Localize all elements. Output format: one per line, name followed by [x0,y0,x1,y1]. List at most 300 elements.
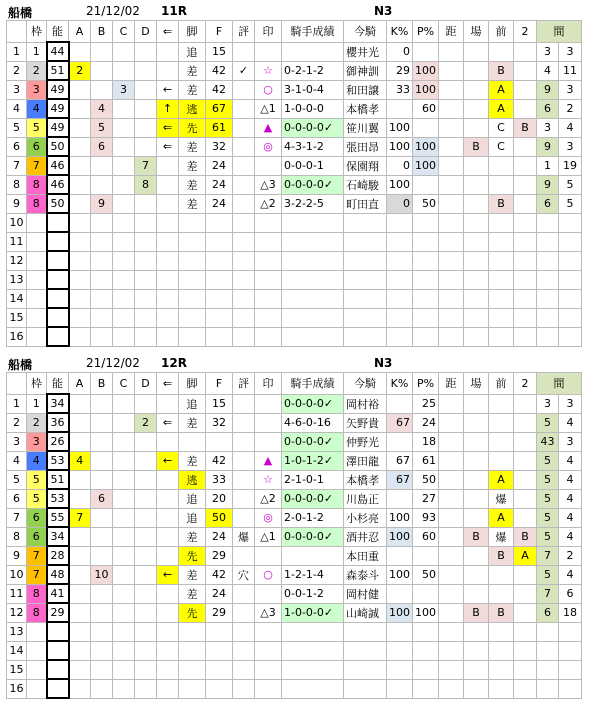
k-percent [387,584,413,603]
empty-cell [282,289,344,308]
empty-cell [113,641,135,660]
jockey-name: 本橋孝 [344,99,387,118]
interval-2: 2 [559,546,582,565]
f-value: 42 [206,451,233,470]
running-style: 差 [179,137,206,156]
empty-cell [344,232,387,251]
column-header: 脚 [179,21,206,43]
header-blank [7,373,27,395]
table-row [7,641,582,660]
arrow-cell [157,489,179,508]
empty-cell [255,660,282,679]
k-percent: 100 [387,508,413,527]
waku-cell: 1 [27,42,47,61]
running-style: 差 [179,451,206,470]
column-header: K% [387,21,413,43]
distance [439,432,464,451]
rating [233,413,255,432]
column-header: P% [413,21,439,43]
col-b [91,470,113,489]
column-header: 評 [233,21,255,43]
empty-cell [69,327,91,346]
column-header: 場 [464,21,489,43]
previous [489,394,514,413]
arrow-cell [157,470,179,489]
ability-cell: 53 [47,451,69,470]
column-header: 評 [233,373,255,395]
empty-cell [413,622,439,641]
table-row [7,660,582,679]
horse-number: 11 [7,232,27,251]
empty-cell [157,289,179,308]
table-row [7,137,582,156]
p-percent [413,546,439,565]
interval-1: 3 [537,42,559,61]
f-value: 29 [206,603,233,622]
empty-cell [282,251,344,270]
distance [439,394,464,413]
empty-cell [113,270,135,289]
column-header: D [135,373,157,395]
race-class: N3 [374,356,393,370]
arrow-cell [157,61,179,80]
arrow-cell [157,394,179,413]
empty-cell [255,232,282,251]
p-percent: 50 [413,194,439,213]
p-percent: 100 [413,603,439,622]
previous: A [489,470,514,489]
jockey-name: 岡村健 [344,584,387,603]
interval-2: 5 [559,194,582,213]
empty-cell [113,289,135,308]
waku-cell: 3 [27,432,47,451]
col-d [135,603,157,622]
horse-number: 5 [7,470,27,489]
waku-cell [27,641,47,660]
running-style: 先 [179,546,206,565]
p-percent [413,118,439,137]
horse-number: 6 [7,137,27,156]
col-d [135,61,157,80]
col-c [113,470,135,489]
empty-cell [387,641,413,660]
table-row [7,432,582,451]
empty-cell [464,641,489,660]
empty-cell [464,213,489,232]
col-a [69,175,91,194]
rating [233,432,255,451]
course [464,118,489,137]
col-d [135,489,157,508]
empty-cell [464,270,489,289]
mark-cell: △2 [255,194,282,213]
empty-cell [387,232,413,251]
empty-cell [157,327,179,346]
distance [439,489,464,508]
mark-cell [255,432,282,451]
empty-cell [514,232,537,251]
horse-number: 11 [7,584,27,603]
table-row [7,289,582,308]
empty-cell [157,622,179,641]
table-row [7,489,582,508]
empty-cell [537,622,559,641]
jockey-name: 御神訓 [344,61,387,80]
empty-cell [489,289,514,308]
table-row [7,413,582,432]
running-style [179,432,206,451]
rating [233,80,255,99]
running-style: 先 [179,603,206,622]
empty-cell [69,232,91,251]
ability-cell: 41 [47,584,69,603]
distance [439,137,464,156]
k-percent: 0 [387,42,413,61]
empty-cell [439,679,464,698]
empty-cell [179,251,206,270]
previous: B [489,61,514,80]
column-header: F [206,21,233,43]
rating: 爆 [233,527,255,546]
track-name: 船橋 [8,6,33,20]
running-style: 差 [179,156,206,175]
empty-cell [387,308,413,327]
distance [439,42,464,61]
table-row [7,194,582,213]
empty-cell [69,308,91,327]
ability-cell: 49 [47,80,69,99]
mark-cell [255,156,282,175]
empty-cell [537,679,559,698]
column-header: 間 [537,373,582,395]
race-11-table [6,20,582,347]
course: B [464,137,489,156]
distance [439,451,464,470]
col-c [113,546,135,565]
waku-cell: 6 [27,137,47,156]
jockey-record: 0-0-0-0✓ [282,175,344,194]
waku-cell [27,622,47,641]
empty-cell [464,251,489,270]
empty-cell [179,308,206,327]
column-header: 2 [514,373,537,395]
table-row [7,603,582,622]
empty-cell [135,213,157,232]
p-percent [413,175,439,194]
empty-cell [489,622,514,641]
running-style: 差 [179,413,206,432]
col-a [69,413,91,432]
jockey-record: 0-0-1-2 [282,584,344,603]
empty-cell [559,289,582,308]
horse-number: 9 [7,194,27,213]
empty-cell [413,679,439,698]
horse-number: 10 [7,213,27,232]
previous: B [489,546,514,565]
jockey-record: 1-0-1-2✓ [282,451,344,470]
ability-cell: 46 [47,156,69,175]
interval-1: 43 [537,432,559,451]
empty-cell [206,232,233,251]
empty-cell [489,641,514,660]
k-percent: 100 [387,527,413,546]
second [514,413,537,432]
empty-cell [91,641,113,660]
arrow-cell: ← [157,451,179,470]
empty-cell [233,270,255,289]
k-percent: 100 [387,137,413,156]
p-percent: 61 [413,451,439,470]
previous: A [489,80,514,99]
col-d [135,42,157,61]
col-a [69,99,91,118]
table-row [7,156,582,175]
jockey-name: 本橋孝 [344,470,387,489]
second [514,489,537,508]
col-c [113,175,135,194]
horse-number: 15 [7,308,27,327]
empty-cell [91,622,113,641]
distance [439,194,464,213]
previous: C [489,137,514,156]
waku-cell [27,679,47,698]
empty-cell [233,641,255,660]
second [514,432,537,451]
previous [489,451,514,470]
rating [233,508,255,527]
distance [439,584,464,603]
mark-cell [255,546,282,565]
interval-1: 5 [537,489,559,508]
f-value: 15 [206,394,233,413]
race-number: 12R [161,356,187,370]
empty-cell [464,679,489,698]
ability-cell [47,289,69,308]
k-percent [387,546,413,565]
interval-2: 4 [559,470,582,489]
interval-1: 6 [537,99,559,118]
table-row [7,508,582,527]
arrow-cell: ⇐ [157,118,179,137]
empty-cell [282,308,344,327]
column-header: P% [413,373,439,395]
horse-number: 9 [7,546,27,565]
table-row [7,546,582,565]
interval-2: 3 [559,42,582,61]
p-percent: 50 [413,470,439,489]
col-d [135,546,157,565]
empty-cell [282,660,344,679]
empty-cell [439,308,464,327]
empty-cell [113,308,135,327]
table-row [7,99,582,118]
ability-cell: 51 [47,61,69,80]
empty-cell [489,213,514,232]
running-style: 差 [179,80,206,99]
col-c [113,508,135,527]
f-value [206,432,233,451]
empty-cell [179,289,206,308]
jockey-name: 本田重 [344,546,387,565]
column-header: B [91,373,113,395]
column-header: 印 [255,373,282,395]
interval-1: 7 [537,584,559,603]
jockey-record [282,42,344,61]
second [514,61,537,80]
horse-number: 13 [7,622,27,641]
empty-cell [464,289,489,308]
col-d [135,137,157,156]
arrow-cell [157,156,179,175]
column-header: 距 [439,21,464,43]
col-c [113,118,135,137]
col-c [113,137,135,156]
col-d [135,394,157,413]
horse-number: 3 [7,432,27,451]
ability-cell: 34 [47,394,69,413]
col-b [91,413,113,432]
empty-cell [113,232,135,251]
arrow-cell: ⇐ [157,137,179,156]
rating [233,99,255,118]
empty-cell [255,270,282,289]
distance [439,175,464,194]
col-a [69,118,91,137]
empty-cell [514,213,537,232]
empty-cell [387,327,413,346]
table-row [7,679,582,698]
column-header: 間 [537,21,582,43]
arrow-cell [157,527,179,546]
horse-number: 6 [7,489,27,508]
empty-cell [387,289,413,308]
empty-cell [91,327,113,346]
empty-cell [464,660,489,679]
distance [439,61,464,80]
running-style: 差 [179,175,206,194]
rating [233,137,255,156]
horse-number: 2 [7,61,27,80]
col-d [135,99,157,118]
empty-cell [135,308,157,327]
jockey-name: 保園翔 [344,156,387,175]
empty-cell [413,232,439,251]
p-percent: 27 [413,489,439,508]
arrow-cell [157,546,179,565]
empty-cell [135,327,157,346]
mark-cell: ◎ [255,508,282,527]
empty-cell [179,641,206,660]
col-a [69,194,91,213]
running-style: 差 [179,61,206,80]
column-header: 今騎 [344,373,387,395]
empty-cell [206,308,233,327]
distance [439,413,464,432]
f-value: 33 [206,470,233,489]
k-percent: 100 [387,565,413,584]
table-row [7,251,582,270]
empty-cell [514,270,537,289]
jockey-record: 0-0-0-0✓ [282,394,344,413]
empty-cell [255,327,282,346]
jockey-name: 森泰斗 [344,565,387,584]
second [514,194,537,213]
second [514,470,537,489]
race-11-section [6,2,582,347]
table-row [7,213,582,232]
ability-cell: 28 [47,546,69,565]
empty-cell [439,660,464,679]
empty-cell [206,213,233,232]
ability-cell [47,232,69,251]
waku-cell: 2 [27,413,47,432]
empty-cell [206,251,233,270]
waku-cell: 8 [27,603,47,622]
col-d: 8 [135,175,157,194]
arrow-cell [157,508,179,527]
course: B [464,527,489,546]
interval-1: 3 [537,394,559,413]
col-a [69,527,91,546]
empty-cell [537,327,559,346]
interval-2: 4 [559,413,582,432]
empty-cell [439,289,464,308]
rating [233,194,255,213]
empty-cell [559,308,582,327]
horse-number: 8 [7,527,27,546]
col-d [135,527,157,546]
ability-cell [47,622,69,641]
rating [233,394,255,413]
col-c [113,489,135,508]
ability-cell [47,213,69,232]
course [464,61,489,80]
table-row [7,61,582,80]
empty-cell [113,251,135,270]
arrow-cell [157,432,179,451]
f-value: 61 [206,118,233,137]
empty-cell [157,232,179,251]
running-style: 差 [179,527,206,546]
waku-cell: 8 [27,194,47,213]
k-percent: 100 [387,603,413,622]
second [514,42,537,61]
interval-1: 5 [537,565,559,584]
empty-cell [537,232,559,251]
empty-cell [514,251,537,270]
column-header: 枠 [27,373,47,395]
empty-cell [179,270,206,289]
ability-cell [47,660,69,679]
empty-cell [559,213,582,232]
waku-cell: 7 [27,546,47,565]
f-value: 24 [206,584,233,603]
course [464,546,489,565]
waku-cell: 4 [27,99,47,118]
empty-cell [489,327,514,346]
empty-cell [514,327,537,346]
empty-cell [537,308,559,327]
empty-cell [387,213,413,232]
empty-cell [344,251,387,270]
col-c [113,413,135,432]
empty-cell [282,679,344,698]
race-date: 21/12/02 [86,4,140,18]
mark-cell [255,413,282,432]
distance [439,99,464,118]
interval-2: 4 [559,489,582,508]
column-header: 能 [47,21,69,43]
